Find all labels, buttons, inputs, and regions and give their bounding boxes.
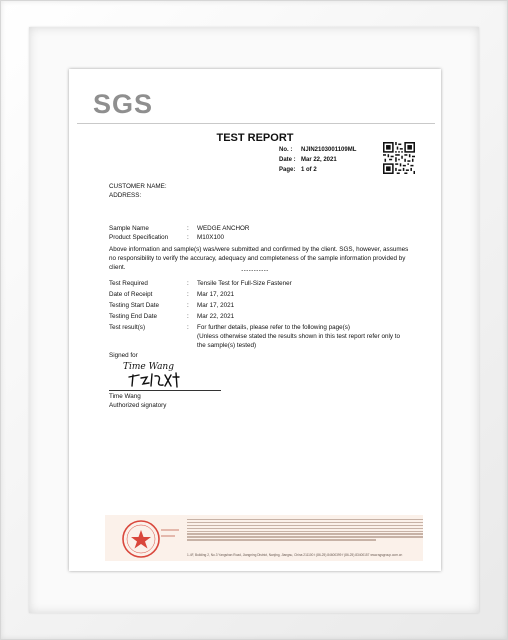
header-divider: [77, 123, 435, 124]
meta-key: Date :: [279, 157, 296, 163]
test-row: [109, 301, 411, 310]
meta-key: No. :: [279, 147, 293, 153]
signer-title: Authorized signatory: [109, 402, 167, 409]
test-report-document: [69, 69, 441, 571]
signature-line: [109, 390, 221, 391]
report-number: NJIN2103001109ML: [301, 147, 357, 153]
section-divider: -----------: [241, 268, 269, 274]
field-label: Testing End Date: [109, 313, 157, 320]
page-number: 1 of 2: [301, 167, 317, 173]
test-results-note: the sample(s) tested): [197, 342, 257, 349]
customer-block: [109, 182, 167, 200]
test-row: [109, 323, 411, 350]
sgs-logo: SGS: [93, 89, 154, 119]
field-label: Product Specification: [109, 234, 169, 241]
field-separator: :: [187, 234, 189, 241]
date-of-receipt-value: Mar 17, 2021: [197, 291, 235, 298]
testing-end-value: Mar 22, 2021: [197, 313, 235, 320]
test-row: [109, 290, 411, 299]
sample-row: [109, 233, 249, 242]
field-separator: :: [187, 280, 189, 287]
signed-for-label: Signed for: [109, 352, 138, 359]
field-separator: :: [187, 225, 189, 232]
signature-script-text: Time Wang: [123, 362, 174, 372]
field-label: Test result(s): [109, 324, 146, 331]
meta-row-date: [279, 155, 356, 165]
test-row: [109, 312, 411, 321]
footer-address: 1-4F, Building 2, No.3 Yangshan Road, Jiangning District, Nanjing, Jiangsu, China 211100 t (86-25) 84600399 f (86-25) 83400157 www.sgsgroup.com.cn: [187, 553, 403, 557]
fine-print: [187, 519, 423, 542]
disclaimer-text: Above information and sample(s) was/were submitted and confirmed by the client. SGS, however, assumes no responsibility to verify the accuracy, adequacy and completeness of the sample information provided by client.: [109, 246, 409, 271]
signer-name: Time Wang: [109, 393, 141, 400]
meta-row-page: [279, 165, 356, 175]
report-meta: [279, 145, 356, 175]
field-label: Sample Name: [109, 225, 149, 232]
sample-name-value: WEDGE ANCHOR: [197, 225, 250, 232]
sample-row: [109, 224, 249, 233]
testing-start-value: Mar 17, 2021: [197, 302, 235, 309]
test-results-line: For further details, please refer to the following page(s): [197, 324, 350, 331]
field-separator: :: [187, 302, 189, 309]
field-label: Testing Start Date: [109, 302, 160, 309]
handwritten-signature: [121, 359, 211, 391]
field-separator: :: [187, 313, 189, 320]
product-spec-value: M10X100: [197, 234, 224, 241]
test-results-value: [197, 323, 411, 350]
meta-key: Page:: [279, 167, 296, 173]
report-date: Mar 22, 2021: [301, 157, 337, 163]
test-results-note: (Unless otherwise stated the results shown in this test report refer only to: [197, 333, 400, 340]
report-title: TEST REPORT: [216, 132, 294, 144]
sample-info: [109, 224, 249, 242]
test-required-value: Tensile Test for Full-Size Fastener: [197, 280, 292, 287]
qr-code-icon: [383, 142, 415, 174]
test-row: [109, 279, 411, 288]
field-separator: :: [187, 324, 189, 331]
customer-name-label: CUSTOMER NAME:: [109, 183, 167, 190]
test-details: [109, 279, 411, 350]
field-label: Date of Receipt: [109, 291, 153, 298]
field-separator: :: [187, 291, 189, 298]
signer-block: [109, 392, 166, 410]
address-label: ADDRESS:: [109, 192, 142, 199]
field-label: Test Required: [109, 280, 148, 287]
meta-row-number: [279, 145, 356, 155]
official-seal-icon: [111, 519, 181, 559]
